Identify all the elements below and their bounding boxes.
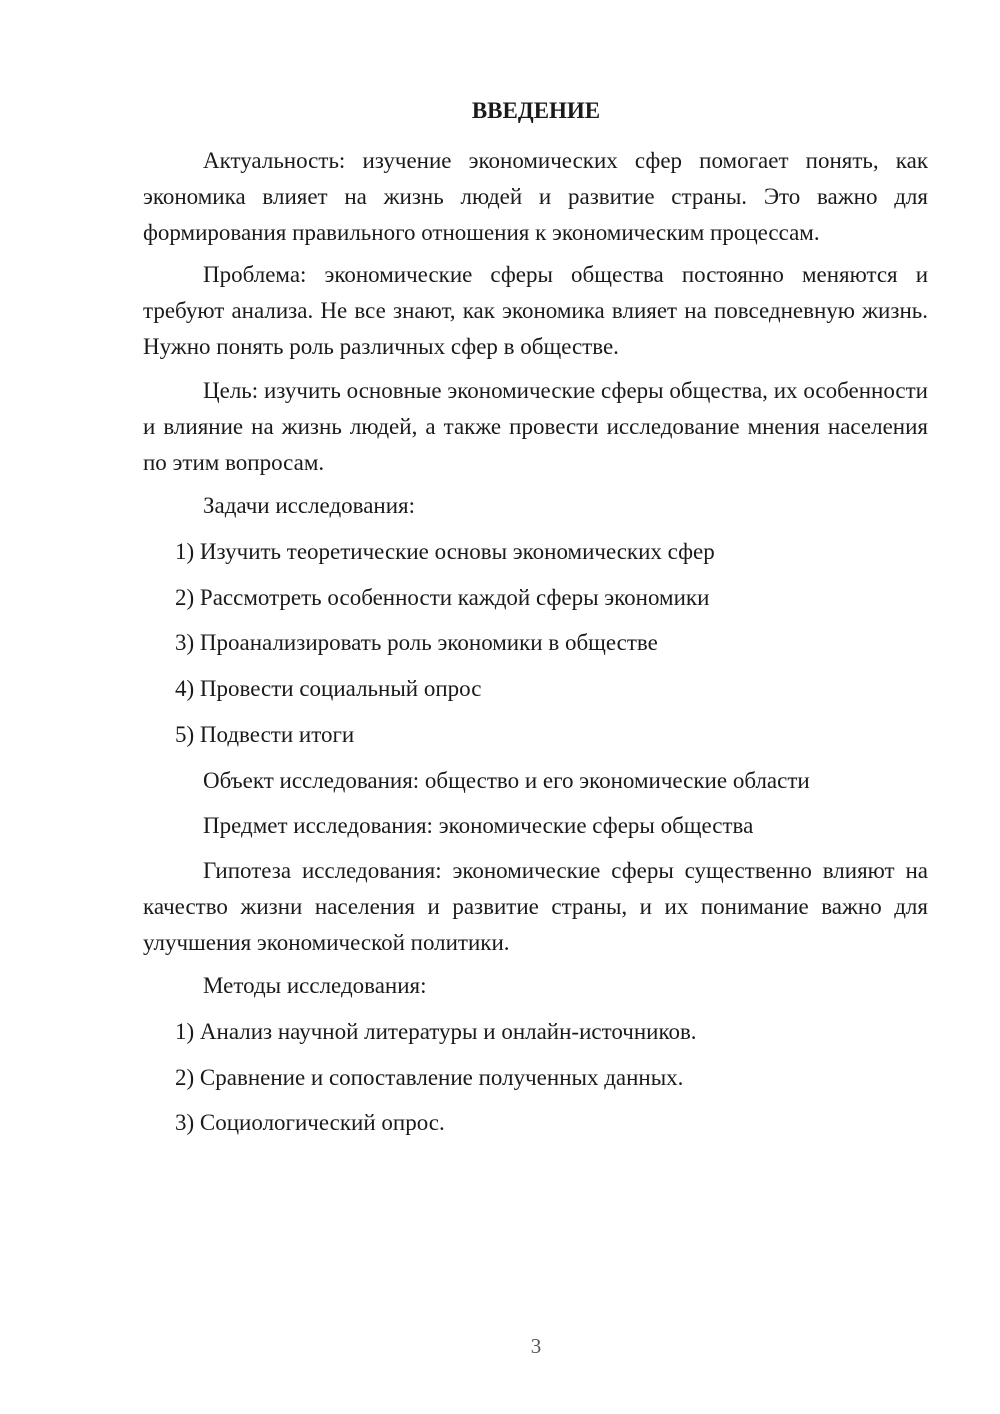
object-line: Объект исследования: общество и его экономические области [203, 768, 810, 793]
task-item-3: 3) Проанализировать роль экономики в обществе [175, 630, 658, 655]
page-number: 3 [530, 1334, 542, 1358]
goal-paragraph: Цель: изучить основные экономические сферы общества, их особенности и влияние на жизнь людей, а также провести исследование мнения населения по этим вопросам. [143, 378, 928, 475]
task-item-2: 2) Рассмотреть особенности каждой сферы экономики [175, 585, 710, 610]
page-title: ВВЕДЕНИЕ [471, 98, 601, 123]
hypothesis-paragraph: Гипотеза исследования: экономические сферы существенно влияют на качество жизни населения и развитие страны, и их понимание важно для улучшения экономической политики. [143, 858, 928, 955]
relevance-paragraph: Актуальность: изучение экономических сфер помогает понять, как экономика влияет на жизнь людей и развитие страны. Это важно для формирования правильного отношения к экономическим процессам. [143, 148, 928, 245]
task-item-1: 1) Изучить теоретические основы экономических сфер [175, 539, 715, 564]
task-item-5: 5) Подвести итоги [175, 722, 355, 747]
method-item-2: 2) Сравнение и сопоставление полученных данных. [175, 1065, 684, 1090]
methods-heading: Методы исследования: [203, 973, 427, 998]
task-item-4: 4) Провести социальный опрос [175, 676, 482, 701]
method-item-1: 1) Анализ научной литературы и онлайн-источников. [175, 1019, 697, 1044]
method-item-3: 3) Социологический опрос. [175, 1110, 445, 1135]
tasks-heading: Задачи исследования: [203, 493, 416, 518]
subject-line: Предмет исследования: экономические сферы общества [203, 813, 754, 838]
problem-paragraph: Проблема: экономические сферы общества постоянно меняются и требуют анализа. Не все знают, как экономика влияет на повседневную жизнь. Нужно понять роль различных сфер в обществе. [143, 262, 928, 359]
